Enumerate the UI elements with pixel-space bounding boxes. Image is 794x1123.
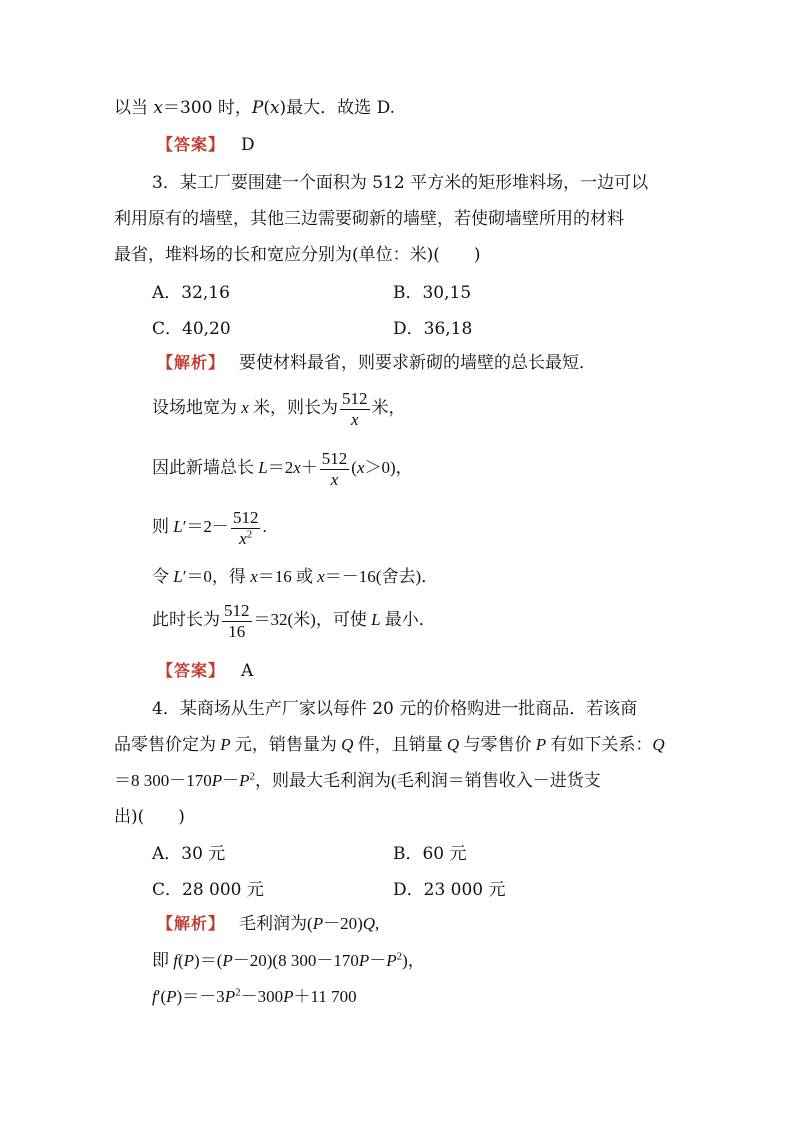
analysis-tag: 【解析】 [157, 353, 226, 372]
question-3-line-1: 3．某工厂要围建一个面积为 512 平方米的矩形堆料场，一边可以 [152, 173, 649, 193]
fraction: $\frac{512}{x^2}$ [232, 507, 259, 548]
math-line: 则 L′＝2－ $\frac{512}{x^2}$ . [152, 507, 267, 548]
question-4-line-2: 品零售价定为 P 元，销售量为 Q 件，且销量 Q 与零售价 P 有如下关系：Q [114, 735, 665, 754]
answer-tag: 【答案】 [157, 661, 226, 680]
option-c: C．28 000 元 [152, 880, 264, 900]
fraction: $\frac{512}{16}$ [224, 600, 250, 641]
analysis-tag: 【解析】 [157, 914, 226, 933]
question-3-line-3: 最省，堆料场的长和宽应分别为(单位：米)( ) [114, 245, 481, 265]
option-d: D．36,18 [393, 319, 473, 339]
fraction: $\frac{512}{x}$ [321, 448, 348, 489]
math-line: 即 f(P)＝(P－20)(8 $300-170P-P^2$)， [152, 950, 425, 970]
option-c: C．40,20 [152, 319, 231, 339]
question-4-line-1: 4．某商场从生产厂家以每件 20 元的价格购进一批商品．若该商 [152, 699, 638, 719]
math-line: $f'(P)=-3P^2-300P+11$ 700 [152, 986, 357, 1006]
answer-line: 【答案】 A [157, 661, 254, 681]
option-d: D．23 000 元 [393, 880, 506, 900]
question-4-line-4: 出)( ) [114, 807, 185, 827]
math-line: 令 L′＝0，得 x＝16 或 x＝－16(舍去)． [152, 567, 439, 586]
math-line: 设场地宽为 x 米，则长为 $\frac{512}{x}$ 米， [152, 388, 406, 429]
math-line: 此时长为 $\frac{512}{16}$ ＝32(米)，可使 L 最小． [152, 600, 436, 641]
analysis-line: 【解析】 毛利润为(P－20)Q, [157, 914, 380, 933]
option-a: A．32,16 [152, 283, 230, 303]
answer-tag: 【答案】 [157, 135, 226, 154]
option-b: B．60 元 [393, 844, 467, 864]
option-b: B．30,15 [393, 283, 472, 303]
question-4-line-3: ＝8 $300-170P-P^2$，则最大毛利润为(毛利润＝销售收入－进货支 [114, 770, 601, 790]
option-a: A．30 元 [152, 844, 226, 864]
fraction: $\frac{512}{x}$ [342, 388, 368, 429]
answer-line: 【答案】 D [157, 135, 255, 155]
analysis-line: 【解析】 要使材料最省，则要求新砌的墙壁的总长最短． [157, 353, 597, 373]
answer-text-line: 以当 x＝300 时，P(x)最大．故选 D. [114, 98, 396, 118]
math-line: 因此新墙总长 L＝2x＋ $\frac{512}{x}$ (x＞0)， [152, 448, 413, 489]
question-3-line-2: 利用原有的墙壁，其他三边需要砌新的墙壁，若使砌墙壁所用的材料 [114, 209, 624, 229]
